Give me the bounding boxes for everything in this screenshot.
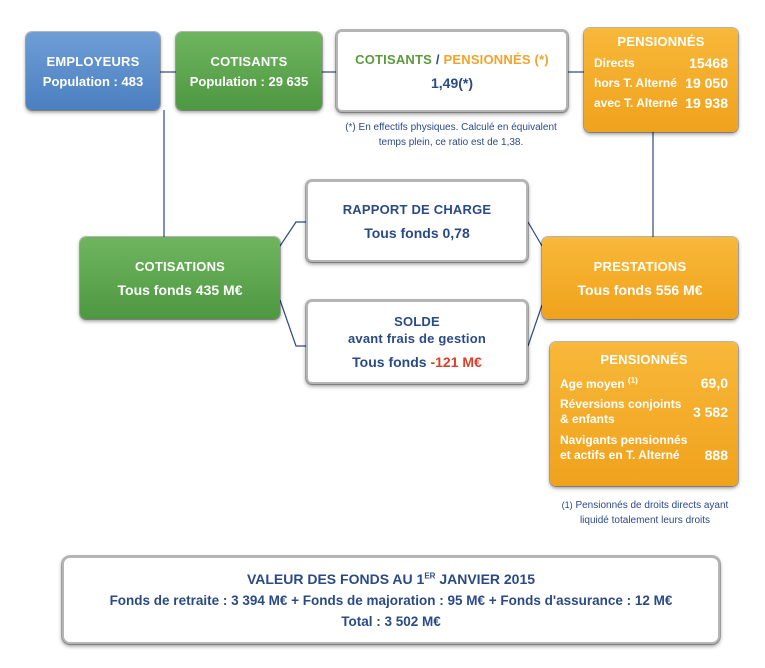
navigants-value: 888 — [704, 447, 728, 463]
reversions-value: 3 582 — [692, 404, 728, 420]
connector-cotisations-rapport — [280, 222, 306, 246]
detail-note-line1: Pensionnés de droits directs ayant — [575, 500, 729, 511]
prestations-box — [542, 237, 738, 319]
cotisations-value: Tous fonds 435 M€ — [117, 281, 243, 298]
fonds-total: Total : 3 502 M€ — [341, 614, 441, 629]
solde-title: SOLDE — [394, 314, 440, 329]
ratio-value: 1,49(*) — [430, 74, 474, 91]
solde-value-prefix: Tous fonds — [352, 354, 427, 370]
fonds-box — [62, 556, 720, 644]
navigants-row — [560, 433, 728, 463]
ratio-title-cotisants: COTISANTS — [355, 51, 433, 67]
solde-value-amount: -121 M€ — [430, 354, 482, 370]
age-moyen-row — [560, 375, 728, 391]
solde-box — [306, 300, 528, 384]
detail-note-line2: liquidé totalement leurs droits — [579, 515, 711, 526]
connector-solde-prestations — [528, 305, 542, 346]
reversions-label-line1: Réversions conjoints — [560, 397, 682, 411]
cotisants-box — [176, 32, 322, 110]
pensionnes-row-hors — [594, 75, 728, 91]
rapport-value: Tous fonds 0,78 — [364, 224, 470, 241]
detail-note-marker: (1) — [561, 500, 573, 510]
cotisations-title: COTISATIONS — [134, 258, 226, 274]
connector-cotisations-solde — [280, 300, 306, 346]
fonds-title-sup: ER — [424, 571, 436, 581]
employeurs-title: EMPLOYEURS — [46, 53, 140, 69]
reversions-row — [560, 397, 728, 427]
prestations-title: PRESTATIONS — [593, 258, 687, 274]
pensionnes-top-title: PENSIONNÉS — [617, 34, 705, 49]
navigants-label-line1: Navigants pensionnés — [560, 433, 688, 447]
employeurs-population-label: Population : — [42, 73, 118, 89]
ratio-title-separator: / — [435, 51, 440, 67]
rapport-title: RAPPORT DE CHARGE — [342, 201, 492, 217]
connector-rapport-prestations — [528, 222, 542, 246]
cotisations-box — [80, 237, 280, 319]
pensionnes-top-box — [584, 28, 738, 132]
solde-subtitle: avant frais de gestion — [347, 331, 487, 346]
age-moyen-value: 69,0 — [700, 375, 728, 391]
cotisants-population-label: Population : — [189, 73, 265, 89]
age-moyen-footnote-marker: (1) — [628, 375, 638, 385]
rapport-box — [306, 180, 528, 262]
pensionnes-row-value: 19 050 — [685, 75, 728, 91]
fonds-title — [64, 571, 718, 587]
detail-note — [545, 498, 745, 528]
pensionnes-row-value: 15468 — [689, 55, 728, 71]
fonds-details: Fonds de retraite : 3 394 M€ + Fonds de majoration : 95 M€ + Fonds d'assurance : 12 M€ — [109, 593, 673, 608]
pensionnes-row-directs — [594, 55, 728, 71]
pensionnes-row-label: avec T. Alterné — [594, 96, 678, 110]
ratio-title-pensionnes: PENSIONNÉS (*) — [443, 51, 549, 67]
pensionnes-row-avec — [594, 95, 728, 111]
pensionnes-row-label: hors T. Alterné — [594, 76, 677, 90]
employeurs-box — [26, 32, 160, 110]
age-moyen-label: Age moyen — [560, 376, 625, 391]
ratio-note-line1: (*) En effectifs physiques. Calculé en équivalent — [345, 122, 557, 133]
ratio-note-line2: temps plein, ce ratio est de 1,38. — [378, 137, 524, 148]
pensionnes-row-value: 19 938 — [685, 95, 728, 111]
pensionnes-row-label: Directs — [594, 56, 635, 70]
ratio-box — [336, 30, 568, 112]
pensionnes-detail-box — [550, 342, 738, 486]
employeurs-population-value: 483 — [121, 73, 144, 89]
prestations-value: Tous fonds 556 M€ — [577, 281, 703, 298]
ratio-note — [326, 120, 576, 150]
cotisants-population-value: 29 635 — [268, 73, 309, 89]
fonds-title-end: JANVIER 2015 — [439, 571, 536, 587]
cotisants-title: COTISANTS — [210, 53, 288, 69]
fonds-title-main: VALEUR DES FONDS AU 1 — [246, 571, 425, 587]
navigants-label-line2: et actifs en T. Alterné — [560, 448, 680, 462]
pensionnes-detail-title: PENSIONNÉS — [600, 352, 688, 367]
reversions-label-line2: & enfants — [560, 412, 615, 426]
